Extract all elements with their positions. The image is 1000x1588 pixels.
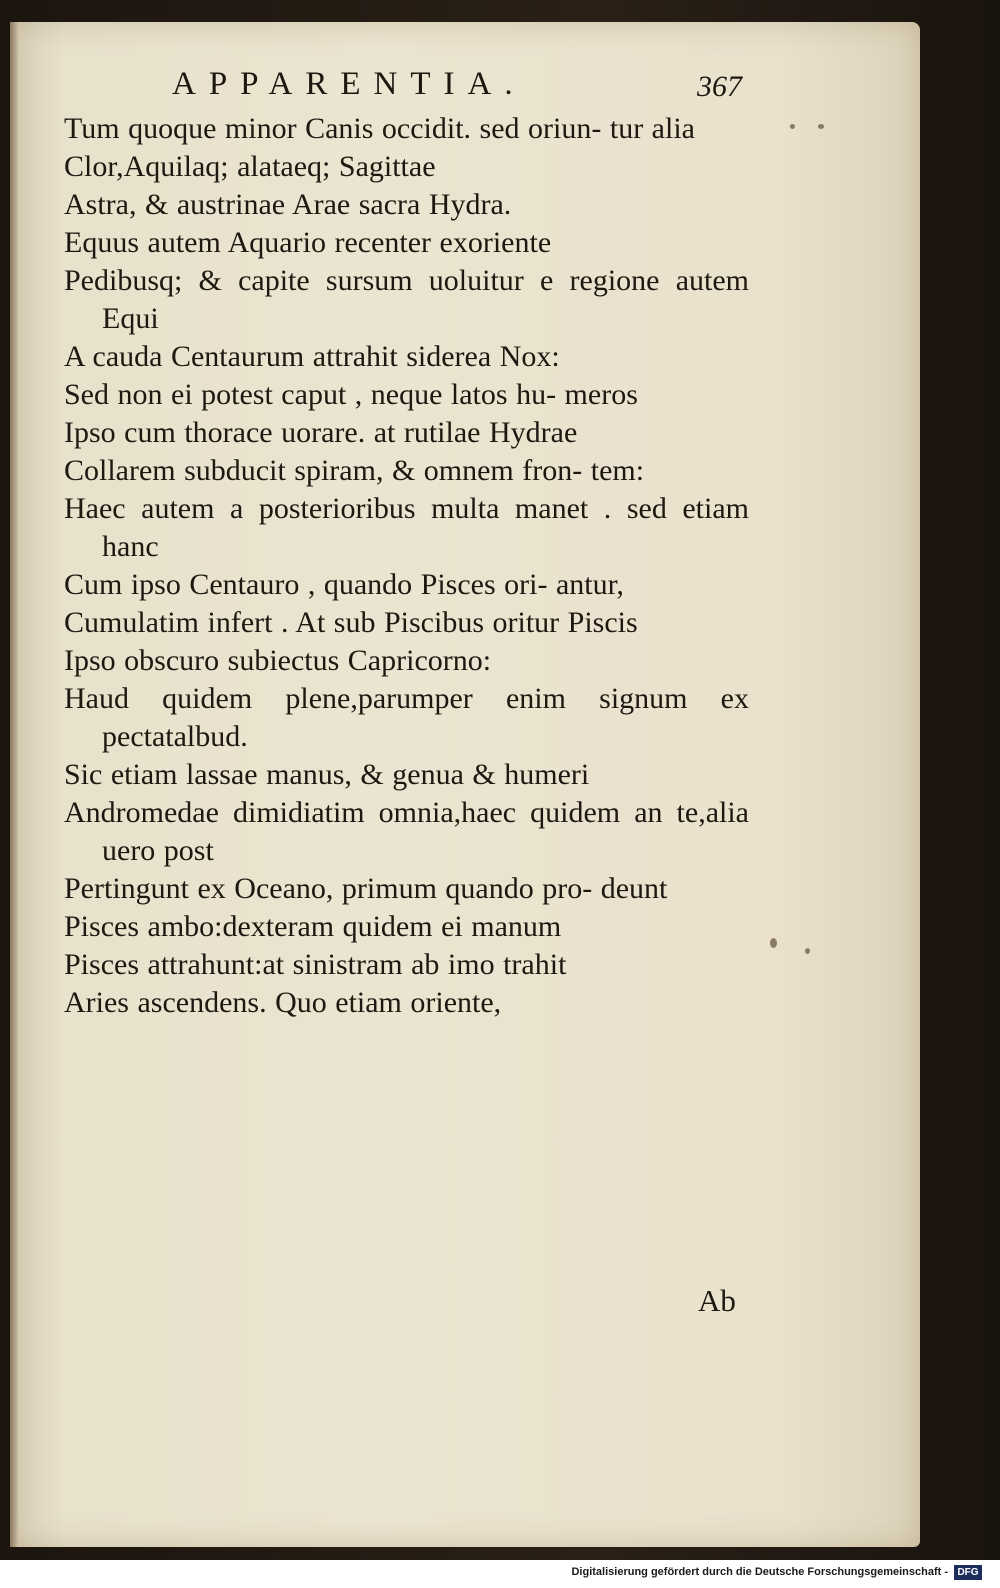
- page-gutter-edge: [10, 22, 18, 1547]
- verse-line: Pisces attrahunt:at sinistram ab imo trahit: [64, 948, 567, 981]
- ink-spot: [805, 948, 810, 954]
- page-header: [172, 66, 742, 106]
- verse-line: Cumulatim infert . At sub Piscibus oritur Piscis: [64, 606, 638, 639]
- verse-line: Haec autem a posterioribus multa manet . sed etiam hanc: [64, 492, 749, 563]
- verse-line: Ipso obscuro subiectus Capricorno:: [64, 644, 492, 677]
- ink-spot: [818, 124, 824, 129]
- verse-line: A cauda Centaurum attrahit siderea Nox:: [64, 340, 560, 373]
- catchword: Ab: [698, 1283, 736, 1318]
- verse-line: Andromedae dimidiatim omnia,haec quidem an te,alia uero post: [64, 796, 749, 867]
- verse-line: Tum quoque minor Canis occidit. sed oriun- tur alia: [64, 112, 695, 145]
- dfg-logo: DFG: [954, 1565, 982, 1580]
- running-head: APPARENTIA.: [172, 66, 526, 102]
- verse-line: Haud quidem plene,parumper enim signum ex pectatalbud.: [64, 682, 749, 753]
- verse-line: Astra, & austrinae Arae sacra Hydra.: [64, 188, 512, 221]
- verse-line: Cum ipso Centauro , quando Pisces ori- antur,: [64, 568, 624, 601]
- ink-spot: [790, 124, 795, 129]
- footer-credit: Digitalisierung gefördert durch die Deutsche Forschungsgemeinschaft -: [571, 1566, 948, 1578]
- verse-line: Aries ascendens. Quo etiam oriente,: [64, 986, 502, 1019]
- verse-line: Ipso cum thorace uorare. at rutilae Hydrae: [64, 416, 578, 449]
- verse-line: Pertingunt ex Oceano, primum quando pro- deunt: [64, 872, 668, 905]
- page-number: 367: [697, 70, 742, 103]
- verse-line: Sic etiam lassae manus, & genua & humeri: [64, 758, 590, 791]
- digitization-footer: [0, 1560, 1000, 1588]
- verse-line: Collarem subducit spiram, & omnem fron- tem:: [64, 454, 645, 487]
- verse-text: [64, 110, 749, 1022]
- ink-spot: [770, 938, 777, 948]
- verse-line: Clor,Aquilaq; alataeq; Sagittae: [64, 150, 436, 183]
- verse-line: Sed non ei potest caput , neque latos hu- meros: [64, 378, 638, 411]
- verse-line: Pisces ambo:dexteram quidem ei manum: [64, 910, 562, 943]
- verse-line: Pedibusq; & capite sursum uoluitur e regione autem Equi: [64, 264, 749, 335]
- verse-line: Equus autem Aquario recenter exoriente: [64, 226, 552, 259]
